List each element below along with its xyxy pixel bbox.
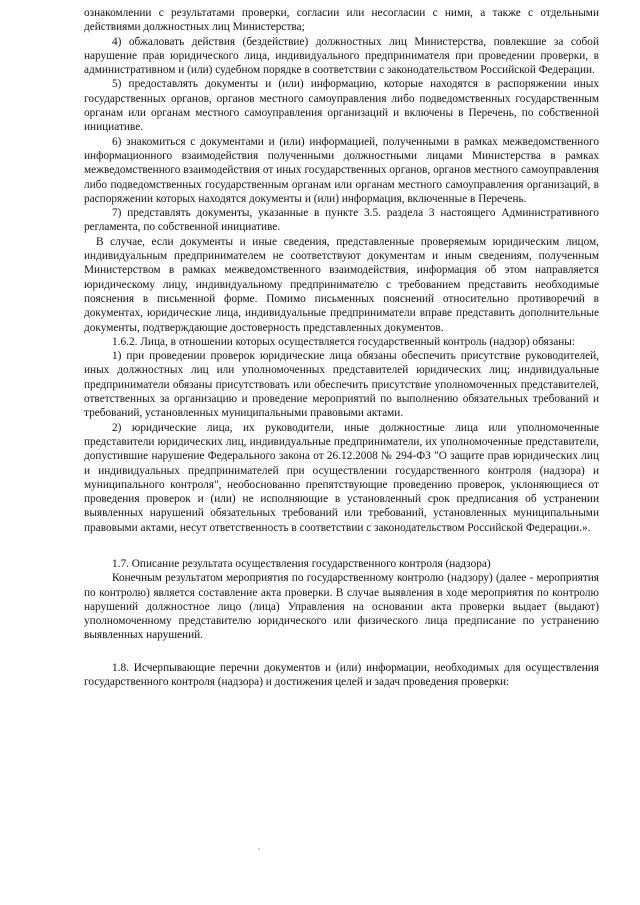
paragraph-duty-2: 2) юридические лица, их руководители, иные должностные лица или уполномоченные представители юридических лиц, индивидуальные предприниматели, их уполномоченные представители, допустившие нарушение Федерального закона от 26.12.2008 № 294-ФЗ "О защите прав юридических лиц и индивидуальных предпринимателей при осуществлении государственного контроля (надзора) и муниципального контроля", необоснованно препятствующие проведению проверок, уклоняющиеся от проведения проверок и (или) не исполняющие в установленный срок предписания об устранении выявленных нарушений обязательных требований или требований, установленных муниципальными правовыми актами, несут ответственность в соответствии с законодательством Российской Федерации.». [84, 421, 599, 534]
paragraph-discrepancy: В случае, если документы и иные сведения, представленные проверяемым юридическим лицом, индивидуальным предпринимателем не соответствуют документам и иным сведениям, полученным Министерством в рамках межведомственного взаимодействия, информация об этом направляется юридическому лицу, индивидуальному предпринимателю с требованием представить необходимые пояснения в письменной форме. Помимо письменных пояснений относительно противоречий в документах, юридические лица, индивидуальные предприниматели вправе представить дополнительные документы, подтверждающие достоверность представленных документов. [84, 235, 599, 334]
paragraph-1-6-2: 1.6.2. Лица, в отношении которых осуществляется государственный контроль (надзор) обязаны: [112, 335, 575, 348]
paragraph-result: Конечным результатом мероприятия по государственному контролю (надзору) (далее - мероприятия по контролю) является составление акта проверки. В случае выявления в ходе мероприятия по контролю нарушений должностное лицо (лица) Управления на основании акта проверки выдает (выдают) уполномоченному представителю юридического или физического лица предписание по устранению выявленных нарушений. [84, 572, 599, 642]
paragraph-right-6: 6) знакомиться с документами и (или) информацией, полученными в рамках межведомственного информационного взаимодействия полученными должностными лицами Министерства в рамках межведомственного взаимодействия от иных государственных органов, органов местного самоуправления либо подведомственных государственным органам или органам местного самоуправления организаций, в распоряжении которых находятся документы и (или) информация, включенные в Перечень. [84, 135, 599, 205]
document-page [84, 6, 599, 689]
section-heading-1-8: 1.8. Исчерпывающие перечни документов и (или) информации, необходимых для осуществления государственного контроля (надзора) и достижения целей и задач проведения проверки: [84, 661, 599, 689]
section-heading-1-7: 1.7. Описание результата осуществления государственного контроля (надзора) [112, 557, 491, 570]
paragraph-continuation: ознакомлении с результатами проверки, согласии или несогласии с ними, а также с отдельными действиями должностных лиц Министерства; [84, 7, 599, 34]
paragraph-right-4: 4) обжаловать действия (бездействие) должностных лиц Министерства, повлекшие за собой нарушение прав юридического лица, индивидуального предпринимателя при проведении проверки, в административном и (или) судебном порядке в соответствии с законодательством Российской Федерации. [84, 35, 599, 77]
paragraph-duty-1: 1) при проведении проверок юридические лица обязаны обеспечить присутствие руководителей, иных должностных лиц или уполномоченных представителей юридических лиц; индивидуальные предприниматели обязаны присутствовать или обеспечить присутствие уполномоченных представителей, ответственных за организацию и проведение мероприятий по выполнению обязательных требований и требований, установленных муниципальными правовыми актами. [84, 350, 599, 420]
scan-speck [258, 848, 260, 850]
paragraph-right-5: 5) предоставлять документы и (или) информацию, которые находятся в распоряжении иных государственных органов, органов местного самоуправления либо подведомственных государственным органам или органам местного самоуправления организаций и включены в Перечень, по собственной инициативе. [84, 78, 599, 134]
paragraph-right-7: 7) представлять документы, указанные в пункте 3.5. раздела 3 настоящего Административного регламента, по собственной инициативе. [84, 207, 599, 234]
